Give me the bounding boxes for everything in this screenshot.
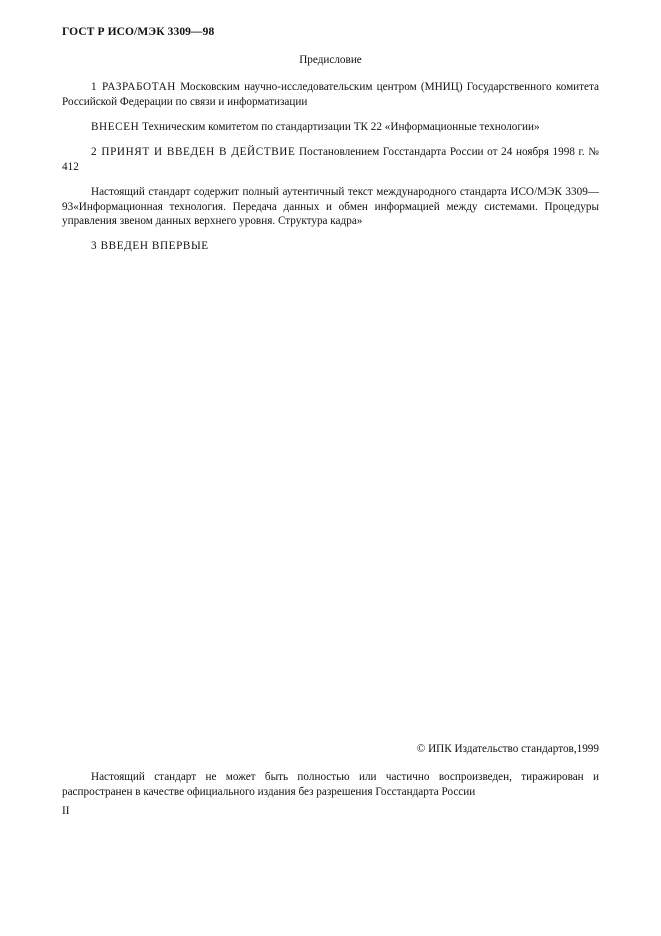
paragraph-text: Московским научно-исследовательским центром (МНИЦ) Государственного комитета Российской Федерации по связи и информатизации <box>62 81 600 108</box>
document-code-header: ГОСТ Р ИСО/МЭК 3309—98 <box>62 26 215 38</box>
page-number: II <box>62 805 70 817</box>
paragraph-lead: 2 ПРИНЯТ И ВВЕДЕН В ДЕЙСТВИЕ <box>91 146 296 158</box>
notice-text: Настоящий стандарт не может быть полностью или частично воспроизведен, тиражирован и распространен в качестве официального издания без разрешения Госстандарта России <box>62 771 599 798</box>
paragraph-text: Настоящий стандарт содержит полный аутентичный текст международного стандарта ИСО/МЭК 3309—93«Информационная технология. Передача данных и обмен информацией между системами. Процедуры управления звеном данных верхнего уровня. Структура кадра» <box>62 186 599 227</box>
section-title-preface: Предисловие <box>299 54 362 66</box>
paragraph-lead: 1 РАЗРАБОТАН <box>91 81 176 93</box>
paragraph-lead: ВНЕСЕН <box>91 121 140 133</box>
reproduction-notice <box>62 770 599 799</box>
paragraph-introduced-by <box>62 120 599 135</box>
paragraph-developed-by <box>62 80 599 109</box>
paragraph-lead: 3 ВВЕДЕН ВПЕРВЫЕ <box>91 240 209 252</box>
paragraph-authentic-text <box>62 185 599 229</box>
paragraph-adopted <box>62 145 599 174</box>
paragraph-text: Техническим комитетом по стандартизации ТК 22 «Информационные технологии» <box>139 121 540 133</box>
copyright-notice: © ИПК Издательство стандартов,1999 <box>416 743 599 755</box>
paragraph-text: Постановлением Госстандарта России от 24 ноября 1998 г. № 412 <box>62 146 599 173</box>
paragraph-first-introduced <box>62 239 599 254</box>
